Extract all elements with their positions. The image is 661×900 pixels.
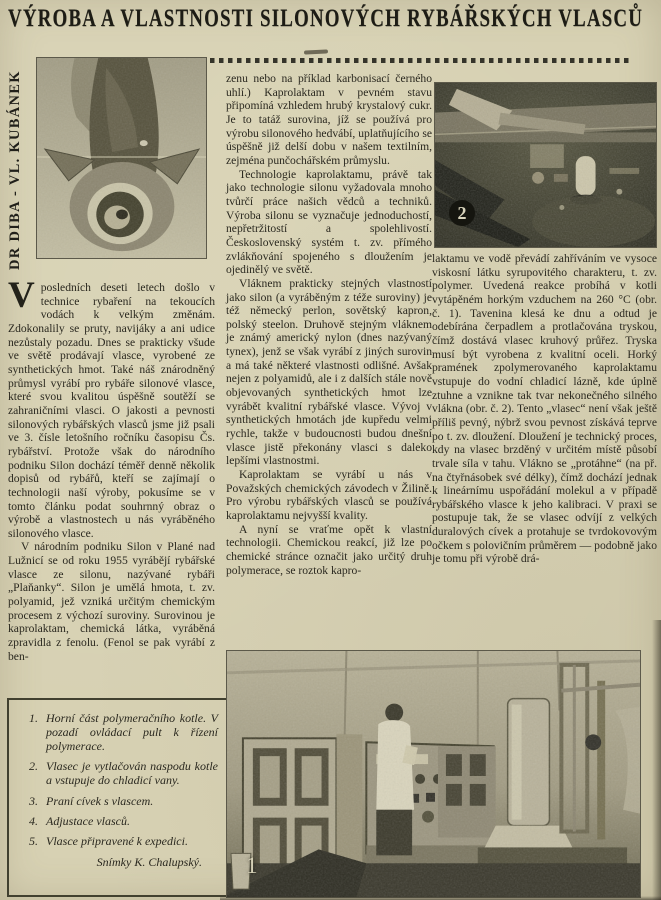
- paragraph: A nyní se vraťme opět k vlastní technologii. Chemickou reakcí, již lze po chemické stránce označit jako určitý druh polymerace, se roztok kapro-: [226, 522, 432, 577]
- paragraph: Vláknem prakticky stejných vlastností jako silon (a vyráběným z téže suroviny) je též německý perlon, sovětský kapron, polský steelon. Druhově stejným vláknem je známý americký nylon (dnes nazývaný tynex), jenž se však vyrábí z jiných surovin a má také některé vlastnosti odlišné. Avšak nejen z polyamidů, ale i z dalších stále nově objevovaných synthetických hmot lze vyrábět kvalitní rybářské vlasce. Vývoj v synthetických hmotách jde kupředu velmi rychle, takže v budoucnosti budou dnešní vlasce jistě překonány vlasci s daleko lepšími vlastnostmi.: [226, 276, 432, 468]
- paragraph: zenu nebo na příklad karbonisací černého uhlí.) Kaprolaktam v pevném stavu připomíná vzhledem hrubý krystalový cukr. Je to tatáž surovina, jíž se používá pro výrobu silonového hedvábí, uplatňujícího se úspěšně již delší dobu v našem textilním, zejména punčochářském průmyslu.: [226, 72, 432, 167]
- caption-item: [19, 795, 218, 809]
- article-column-3: [432, 252, 657, 566]
- scan-edge-shadow-right: [652, 620, 661, 900]
- caption-number: 4.: [29, 813, 38, 828]
- dashed-ornament-rule: [210, 58, 631, 63]
- caption-item: [19, 815, 218, 829]
- paragraph: laktamu ve vodě převádí zahříváním ve vysoce viskosní látku syrupovitého charakteru, t. zv. polymer. Uvedená reakce probíhá v kotli vytápěném horkým vzduchem na 260 °C (obr. č. 1). Tavenina klesá ke dnu a odtud je odebírána čerpadlem a protlačována tryskou, čímž dostává vlasec kruhový průřez. Tryska musí být vyrobena z kvalitní oceli. Horký pramének zpolymerovaného kaprolaktamu vstupuje do vodní chladicí lázně, kde úplně ztuhne a vznikne tak tvar nekonečného silného vlákna (obr. č. 2). Tento „vlasec“ není však ještě příliš pevný, nýbrž svou pevnost získává teprve po t. zv. dloužení. Dloužení je technický proces, kdy na vlasec brzděný v určitém místě působí trvale síla v tahu. Vlákno se „protáhne“ (na př. na čtyřnásobek své délky), čímž dochází jednak k lineárnímu uspořádání molekul a v případě rybářského vlasce k jeho kalibraci. V praxi se postupuje tak, že se vlasec odvíjí z velkých duralových cívek a protahuje se tvrdokovovým očkem s polovičním průměrem — podobně jako je tomu při výrobě drá-: [432, 252, 657, 566]
- figure-2-label: 2: [449, 200, 475, 226]
- caption-box: [7, 698, 228, 897]
- figure-1-photo: [226, 650, 641, 898]
- fish-head-photo: [36, 57, 207, 259]
- photo-credit: Snímky K. Chalupský.: [96, 854, 202, 869]
- caption-number: 5.: [29, 834, 38, 849]
- article-column-2: [226, 72, 432, 577]
- caption-number: 2.: [29, 759, 38, 774]
- paragraph: Kaprolaktam se vyrábí u nás v Považských chemických závodech v Žilině. Pro výrobu rybářských vlasců se používá kaprolaktamu nejvyšší kvality.: [226, 468, 432, 522]
- scan-edge-shadow-bottom: [220, 896, 661, 900]
- caption-item: [19, 712, 218, 754]
- paragraph: [8, 275, 215, 540]
- author-byline: DR DIBA - VL. KUBÁNEK: [7, 70, 23, 270]
- page-title: VÝROBA A VLASTNOSTI SILONOVÝCH RYBÁŘSKÝCH VLASCŮ: [8, 5, 644, 32]
- caption-text: Vlasec je vytlačován naspodu kotle a vstupuje do chladicí vany.: [46, 759, 218, 788]
- caption-text: Horní část polymeračního kotle. V pozadí ovládací pult k řízení polymerace.: [46, 711, 218, 753]
- paragraph-text: posledních deseti letech došlo v technice rybaření na tekoucích vodách k velkým změnám. Zdokonalily se pruty, navijáky a ani udice nezůstaly pozadu. Dnes se prakticky všude ve světě prodávají vlasce, vyrobené ze synthetických hmot. Také náš znárodněný průmysl vyrábí pro rybáře silonové vlasce, které svou kvalitou úspěšně soutěží se zahraničními vlasci. O jakosti a pevnosti silonových rybářských vlasců jsme již psali ve 3. čísle letošního ročníku časopisu Čs. rybářství. Protože však do národního podniku Silon dochází téměř denně několik dopisů od rybářů, kteří se zajímají o technologii naší výroby, pokusíme se v tomto článku podat souhrnný obraz o výrobě a vlastnostech u nás vyráběného silonového vlasce.: [8, 281, 215, 540]
- caption-text: Praní cívek s vlascem.: [46, 793, 154, 808]
- paragraph: V národním podniku Silon v Plané nad Lužnicí se od roku 1955 vyrábějí rybářské vlasce ze silonu, nazývané rybáři „Plaňanky“. Silon je umělá hmota, t. zv. polyamid, jež vzniká určitým chemickým procesem z výchozí suroviny. Surovinou je kaprolaktam, chemická látka, vyráběná zpravidla z fenolu. (Fenol se pak vyrábí z ben-: [8, 540, 215, 663]
- caption-text: Adjustace vlasců.: [46, 813, 130, 828]
- drop-cap: V: [8, 275, 35, 316]
- caption-item: [19, 760, 218, 788]
- caption-number: 1.: [29, 711, 38, 725]
- figure-1-label: 1: [246, 853, 258, 878]
- article-column-1: [8, 275, 215, 663]
- caption-item: [19, 835, 218, 849]
- caption-number: 3.: [29, 793, 38, 808]
- caption-text: Vlasce připravené k expedici.: [46, 834, 188, 849]
- fish-head-illustration: [37, 58, 206, 258]
- control-room-illustration: [227, 651, 640, 897]
- ink-smudge: [304, 49, 328, 54]
- paragraph: Technologie kaprolaktamu, právě tak jako technologie silonu vyžadovala mnoho tvůrčí práce našich vědců a techniků. Výroba silonu se vyznačuje jednoduchostí, nepřetržitostí a spolehlivostí. Československý systém t. zv. přímého zvlákňování spojeného s dloužením je ojedinělý ve světě.: [226, 167, 432, 277]
